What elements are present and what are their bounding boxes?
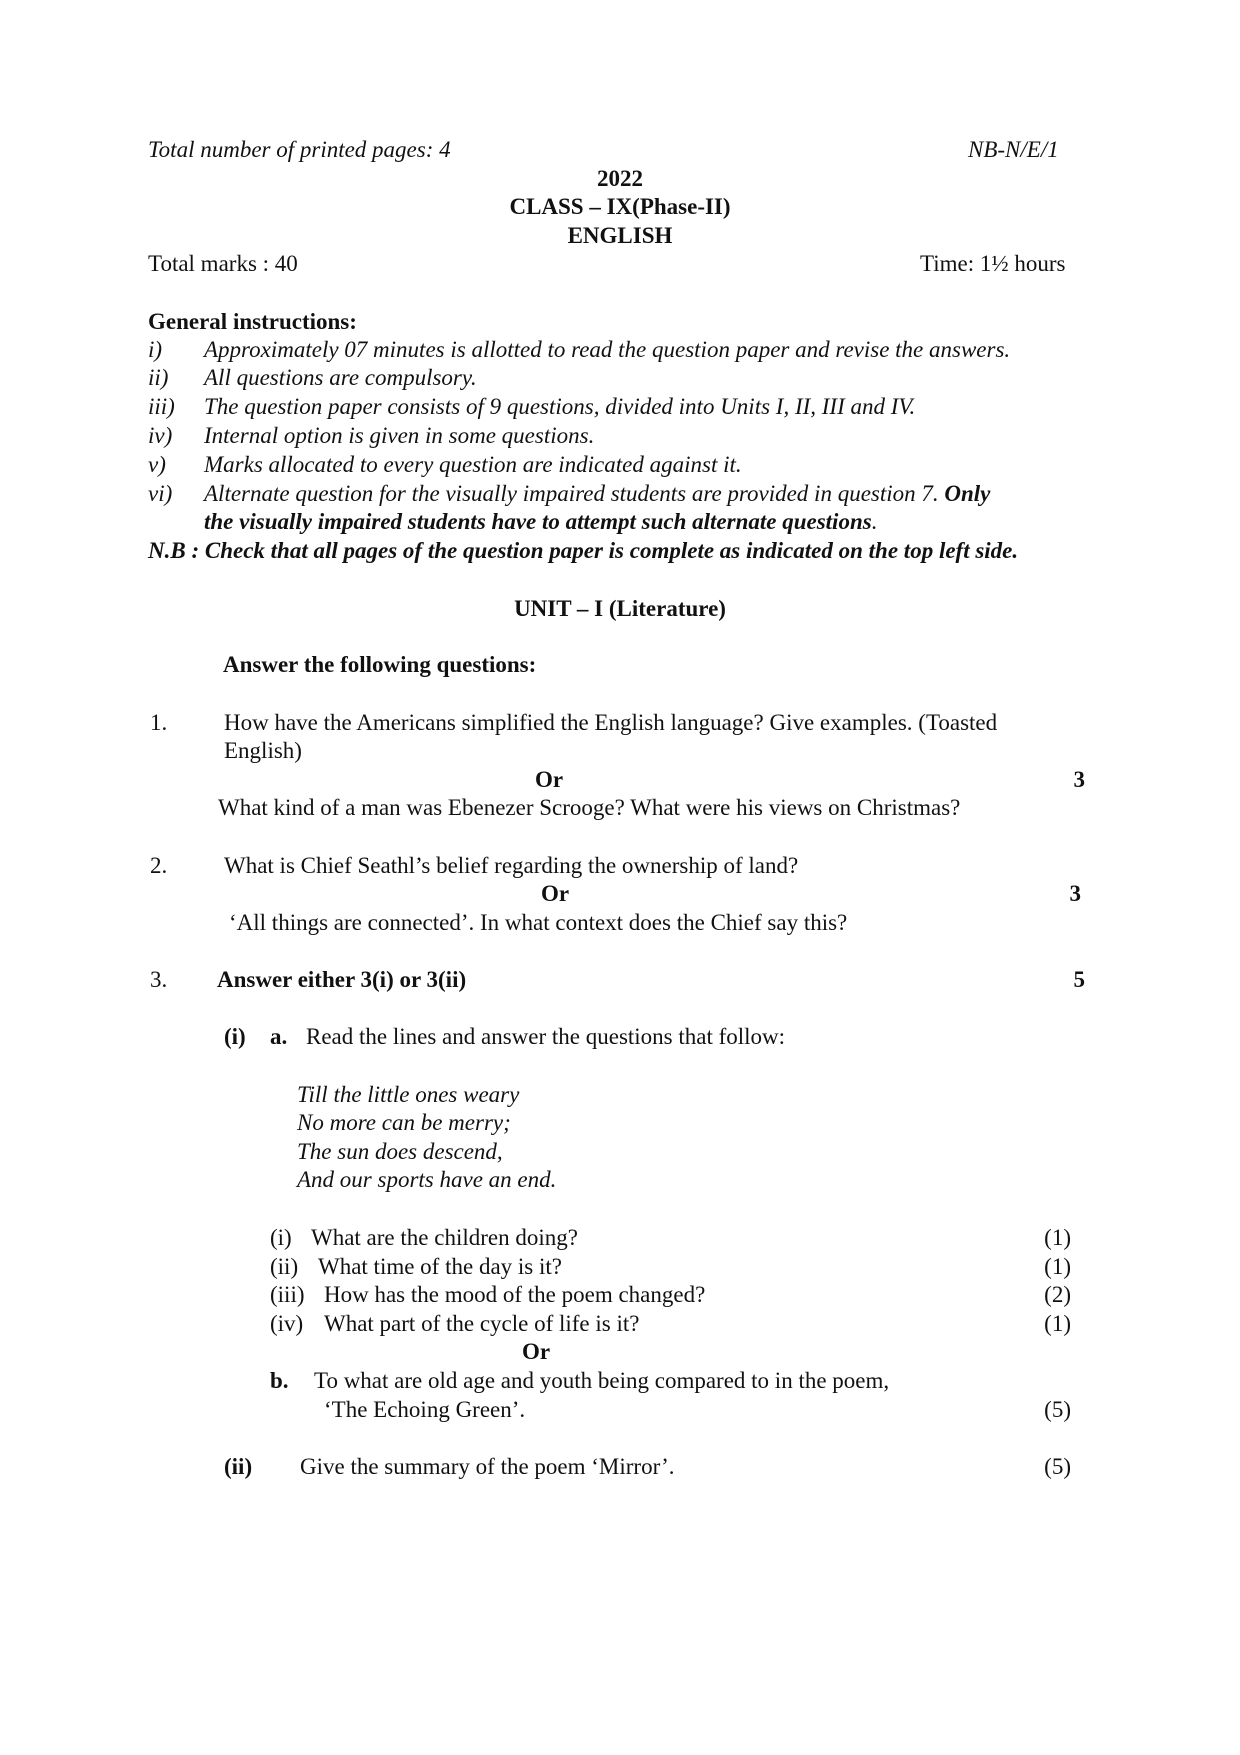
sub-question-marks: (1) (1044, 1311, 1071, 1336)
sub-question-number: (i) (270, 1225, 292, 1250)
instructions-title: General instructions: (148, 309, 357, 334)
instruction-num: v) (148, 452, 166, 477)
paper-code: NB-N/E/1 (968, 137, 1059, 162)
instruction-num: vi) (148, 481, 173, 506)
subject-title: ENGLISH (567, 223, 673, 248)
instruction-text (204, 482, 990, 505)
subpart-label: b. (270, 1368, 289, 1393)
sub-question-number: (ii) (270, 1254, 299, 1279)
question-text: Answer either 3(i) or 3(ii) (217, 967, 467, 992)
poem-line: The sun does descend, (297, 1139, 503, 1164)
instruction-text-bold: the visually impaired students have to attempt such alternate questions (204, 509, 872, 534)
sub-question-text: How has the mood of the poem changed? (324, 1282, 706, 1307)
part-marks: (5) (1044, 1454, 1071, 1479)
class-title: CLASS – IX(Phase-II) (509, 194, 731, 219)
sub-question-number: (iii) (270, 1282, 305, 1307)
sub-question-marks: (1) (1044, 1225, 1071, 1250)
subpart-text: Read the lines and answer the questions that follow: (306, 1024, 786, 1049)
instruction-text-bold: Only (944, 481, 991, 506)
sub-question-number: (iv) (270, 1311, 304, 1336)
nb-note: N.B : Check that all pages of the question paper is complete as indicated on the top left side. (148, 538, 1019, 563)
sub-question-text: What time of the day is it? (318, 1254, 562, 1279)
instruction-text: The question paper consists of 9 questions, divided into Units I, II, III and IV. (204, 394, 916, 419)
instruction-text: Internal option is given in some questions. (204, 423, 595, 448)
part-label: (i) (224, 1024, 246, 1049)
instruction-num: ii) (148, 365, 169, 390)
page-count: Total number of printed pages: 4 (148, 137, 451, 162)
instruction-num: iii) (148, 394, 175, 419)
part-label: (ii) (224, 1454, 253, 1479)
instruction-text-continued (204, 510, 877, 533)
question-number: 3. (150, 967, 168, 992)
question-number: 1. (150, 710, 168, 735)
or-separator: Or (522, 1339, 551, 1364)
sub-question-text: What part of the cycle of life is it? (324, 1311, 640, 1336)
or-separator: Or (535, 767, 564, 792)
instruction-text: All questions are compulsory. (204, 365, 477, 390)
sub-question-text: What are the children doing? (311, 1225, 578, 1250)
question-text: How have the Americans simplified the English language? Give examples. (Toasted (224, 710, 998, 735)
total-marks: Total marks : 40 (148, 251, 298, 276)
question-text-continued: English) (224, 738, 302, 763)
instruction-text: Approximately 07 minutes is allotted to read the question paper and revise the answers. (204, 337, 1011, 362)
instruction-text: Marks allocated to every question are indicated against it. (204, 452, 742, 477)
time-allowed: Time: 1½ hours (920, 251, 1066, 276)
sub-question-marks: (2) (1044, 1282, 1071, 1307)
part-text: Give the summary of the poem ‘Mirror’. (300, 1454, 675, 1479)
subpart-label: a. (270, 1024, 288, 1049)
question-marks: 3 (1073, 767, 1085, 792)
alternate-question: What kind of a man was Ebenezer Scrooge? What were his views on Christmas? (218, 795, 961, 820)
poem-line: Till the little ones weary (297, 1082, 520, 1107)
unit-title: UNIT – I (Literature) (514, 596, 726, 621)
alternate-question: ‘All things are connected’. In what context does the Chief say this? (229, 910, 848, 935)
question-marks: 5 (1073, 967, 1085, 992)
poem-line: No more can be merry; (297, 1110, 511, 1135)
sub-question-marks: (1) (1044, 1254, 1071, 1279)
question-number: 2. (150, 853, 168, 878)
instruction-text-main: Alternate question for the visually impaired students are provided in question 7. (204, 481, 939, 506)
instruction-num: i) (148, 337, 163, 362)
subpart-text-continued: ‘The Echoing Green’. (324, 1397, 526, 1422)
exam-year: 2022 (597, 166, 643, 191)
subpart-marks: (5) (1044, 1397, 1071, 1422)
poem-line: And our sports have an end. (297, 1167, 557, 1192)
question-text: What is Chief Seathl’s belief regarding the ownership of land? (224, 853, 799, 878)
instruction-text-end: . (871, 509, 878, 534)
instruction-num: iv) (148, 423, 173, 448)
or-separator: Or (541, 881, 570, 906)
question-marks: 3 (1069, 881, 1081, 906)
subpart-text: To what are old age and youth being compared to in the poem, (314, 1368, 890, 1393)
section-instruction: Answer the following questions: (223, 652, 537, 677)
